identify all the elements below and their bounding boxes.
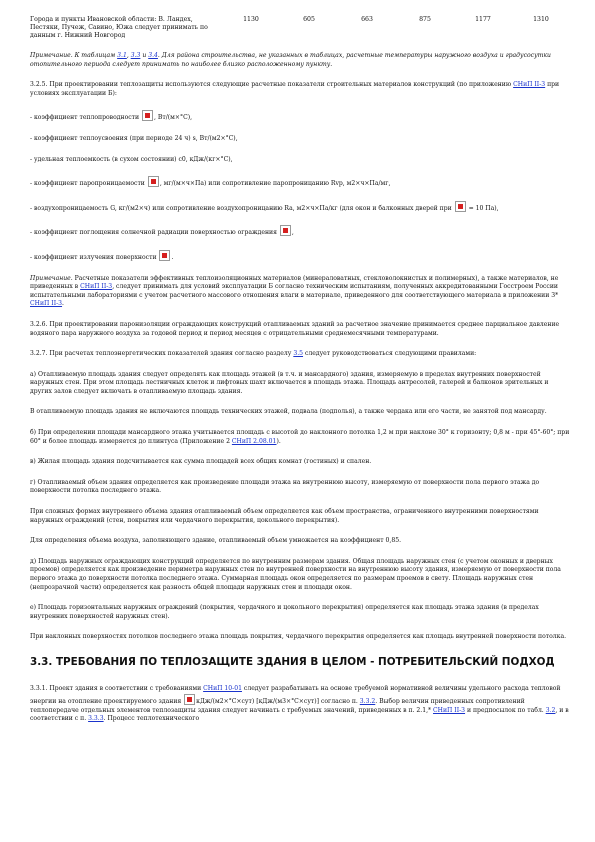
text-span: 3.2.6. При проектировании паронизоляции ограждающих конструкций отапливаемых зданий за расчетное значение принимается среднее парциальное давление водяного пара наружного воздуха за годовой период и период месяцев с отрицательными среднемесячными температурами. xyxy=(30,320,560,337)
paragraph-b2 xyxy=(30,135,570,144)
doc-link[interactable]: 3.3.2 xyxy=(359,698,376,706)
broken-image-icon xyxy=(184,694,195,705)
document-page xyxy=(30,16,570,736)
text-span: в) Жилая площадь здания подсчитывается как сумма площадей всех общих комнат (гостиных) и спален. xyxy=(30,458,372,466)
text-span: 3.2.5. При проектировании теплозащиты используются следующие расчетные показатели строительных материалов конструкций (по приложению xyxy=(30,81,514,89)
text-span: - удельная теплоемкость (в сухом состоянии) с0, кДж/(кг×°С), xyxy=(30,155,233,163)
broken-image-icon xyxy=(148,176,159,187)
paragraph-pg2 xyxy=(30,508,570,525)
paragraph-pa2 xyxy=(30,408,570,417)
paragraph-pg xyxy=(30,479,570,496)
text-span: - коэффициент паропроницаемости xyxy=(30,180,147,188)
body-text xyxy=(30,52,570,642)
text-span: , xyxy=(126,52,131,59)
broken-image-icon xyxy=(142,110,153,121)
text-span: К таблицам xyxy=(74,52,118,59)
table-cell-value: 1130 xyxy=(243,16,259,23)
text-span: , xyxy=(291,229,294,237)
paragraph-note2 xyxy=(30,275,570,309)
text-span: = 10 Па), xyxy=(466,204,499,212)
paragraph-p326 xyxy=(30,321,570,338)
body-text-continued xyxy=(30,685,570,723)
text-span: и предпосылок по табл. xyxy=(465,706,546,714)
doc-link[interactable]: СНиП II-3 xyxy=(433,706,466,714)
text-span: , мг/(м×ч×Па) или сопротивление паропроницанию Rvp, м2×ч×Па/мг, xyxy=(159,180,391,188)
text-span: . xyxy=(62,300,64,308)
paragraph-p331 xyxy=(30,685,570,723)
paragraph-pv xyxy=(30,458,570,467)
doc-link[interactable]: СНиП 10-01 xyxy=(203,685,242,693)
paragraph-b7 xyxy=(30,250,570,263)
text-span: , следует принимать для условий эксплуатации Б согласно техническим испытаниям, полученных аккредитованными Госстроем России испытательными лабораториями с учетом расчетного массового отношения влаги в материале, приведенного для соответствующего материала в приложении 3* xyxy=(30,283,559,299)
doc-link[interactable]: СНиП II-3 xyxy=(30,300,63,308)
text-span: - коэффициент теплоусвоения (при периоде 24 ч) s, Вт/(м2×°С), xyxy=(30,134,238,142)
text-span: г) Отапливаемый объем здания определяется как произведение площади этажа на внутреннюю высоту, измеряемую от поверхности пола первого этажа до поверхности потолка последнего этажа. xyxy=(30,478,540,495)
text-span: ). xyxy=(276,437,281,445)
section-heading: 3.3. ТРЕБОВАНИЯ ПО ТЕПЛОЗАЩИТЕ ЗДАНИЯ В ЦЕЛОМ - ПОТРЕБИТЕЛЬСКИЙ ПОДХОД xyxy=(30,655,555,668)
text-span: е) Площадь горизонтальных наружных ограждений (покрытия, чердачного и цокольного перекрытия) определяется как площадь этажа здания (в пределах внутренних поверхностей наружных стен). xyxy=(30,604,539,620)
text-span: д) Площадь наружных ограждающих конструкций определяется по внутренним размерам здания. Общая площадь наружных стен (с учетом оконных и дверных проемов) определяется как произведение периметра наружных стен по внутренней поверхности на внутреннюю высоту здания, измеряемую от поверхности пола первого этажа до поверхности потолка последнего этажа. Суммарная площадь окон определяется по размерам проемов в свету. Площадь наружных стен (непрозрачной части) определяется как разность общей площади наружных стен и площади окон. xyxy=(30,557,561,591)
table-cell-value: 1177 xyxy=(475,16,491,23)
table-cell-value: 1310 xyxy=(533,16,549,23)
paragraph-b4 xyxy=(30,176,570,189)
doc-link[interactable]: 3.3.3 xyxy=(88,715,104,723)
doc-link[interactable]: 3.2 xyxy=(545,706,556,714)
broken-image-icon xyxy=(455,201,466,212)
table-cell-value: 605 xyxy=(303,16,315,23)
text-span: и xyxy=(140,52,149,59)
text-span: . Выбор величин приведенных сопротивлений теплопередаче отдельных элементов теплозащиты здания следует начинать с требуемых значений, приведенных в п. 2.1,* xyxy=(30,698,525,714)
paragraph-b3 xyxy=(30,156,570,165)
broken-image-icon xyxy=(280,225,291,236)
paragraph-pe2 xyxy=(30,633,570,642)
table-cell-value: 663 xyxy=(361,16,373,23)
text-span: Расчетные показатели эффективных теплоизоляционных материалов (минераловатных, стекловолокнистых и полимерных), а также материалов, не приведенных в xyxy=(30,274,559,291)
paragraph-p327 xyxy=(30,350,570,359)
text-span: , Вт/(м×°С), xyxy=(154,114,193,122)
text-span: , и в соответствии с п. xyxy=(30,706,569,723)
text-span: Для определения объема воздуха, заполняющего здание, отапливаемый объем умножается на коэффициент 0,85. xyxy=(30,537,402,545)
broken-image-icon xyxy=(159,250,170,261)
doc-link[interactable]: СНиП 2.08.01 xyxy=(231,437,277,445)
text-span: . xyxy=(171,253,174,261)
text-span: - коэффициент теплопроводности xyxy=(30,114,142,122)
text-span: следует разрабатывать на основе требуемой нормативной величины удельного расхода тепловой энергии на отопление проектируемого здания xyxy=(30,685,561,706)
doc-link[interactable]: СНиП II-3 xyxy=(80,283,113,291)
text-span: . Для района строительства, не указанных в таблицах, расчетные температуры наружного воздуха и градусосутки отопительного периода следует принимать по наиболее близко расположенному пункту. xyxy=(30,52,551,68)
paragraph-note1 xyxy=(30,52,570,69)
text-span: При наклонных поверхностях потолков последнего этажа площадь покрытия, чердачного перекрытия определяется как площадь внутренней поверхности потолка. xyxy=(30,633,567,641)
paragraph-p325 xyxy=(30,81,570,98)
table-cell-label: Города и пункты Ивановской области: В. Ландех, Пестяки, Пучеж, Савино, Южа следует принимать по данным г. Нижний Новгород xyxy=(30,16,208,39)
text-span: - коэффициент поглощения солнечной радиации поверхностью ограждения xyxy=(30,229,279,237)
text-span: 3.2.7. При расчетах теплоэнергетических показателей здания согласно разделу xyxy=(30,350,294,358)
paragraph-pb xyxy=(30,429,570,446)
paragraph-pe xyxy=(30,604,570,621)
table-cell-value: 875 xyxy=(419,16,431,23)
text-span: следует руководствоваться следующими правилами: xyxy=(303,350,477,358)
text-span: При сложных формах внутреннего объема здания отапливаемый объем определяется как объем пространства, ограниченного внутренними поверхностями наружных ограждений (стен, покрытия или чердачного перекрытия, цокольного перекрытия). xyxy=(30,508,539,524)
text-span: а) Отапливаемую площадь здания следует определять как площадь этажей (в т.ч. и мансардного) здания, измеряемую в пределах внутренних поверхностей наружных стен. При этом площадь лестничных клеток и лифтовых шахт включается в площадь этажа. Площадь антресолей, галерей и балконов зрительных и других залов следует включать в отапливаемую площадь здания. xyxy=(30,370,549,395)
paragraph-b1 xyxy=(30,110,570,123)
doc-link[interactable]: 3.1 xyxy=(117,52,127,59)
doc-link[interactable]: 3.3 xyxy=(130,52,141,59)
text-span: Примечание. xyxy=(30,274,73,282)
text-span: В отапливаемую площадь здания не включаются площадь технических этажей, подвала (подполья), а также чердака или его части, не занятой под мансарду. xyxy=(30,408,547,416)
paragraph-pg3 xyxy=(30,537,570,546)
paragraph-b5 xyxy=(30,201,570,214)
text-span: 3.3.1. Проект здания в соответствии с требованиями xyxy=(30,685,204,693)
text-span: - коэффициент излучения поверхности xyxy=(30,253,159,261)
text-span: Примечание. xyxy=(30,52,75,59)
text-span: б) При определении площади мансардного этажа учитывается площадь с высотой до наклонного потолка 1,2 м при наклоне 30° к горизонту; 0,8 м - при 45°-60°; при 60° и более площадь измеряется до плинтуса (Приложение 2 xyxy=(30,429,570,445)
doc-link[interactable]: 3.4 xyxy=(148,52,158,59)
paragraph-pd xyxy=(30,558,570,592)
text-span: . Процесс теплотехнического xyxy=(103,715,200,723)
text-span: кДж/(м2×°С×сут) [кДж/(м3×°С×сут)] согласно п. xyxy=(196,698,360,706)
paragraph-b6 xyxy=(30,225,570,238)
doc-link[interactable]: 3.5 xyxy=(293,350,304,358)
doc-link[interactable]: СНиП II-3 xyxy=(513,81,546,89)
paragraph-pa xyxy=(30,371,570,397)
text-span: - воздухопроницаемость G, кг/(м2×ч) или сопротивление воздухопроницанию Ra, м2×ч×Па/кг (для окон и балконных дверей при xyxy=(30,204,454,212)
text-span: при условиях эксплуатации Б): xyxy=(30,81,560,97)
table-row xyxy=(30,16,570,52)
